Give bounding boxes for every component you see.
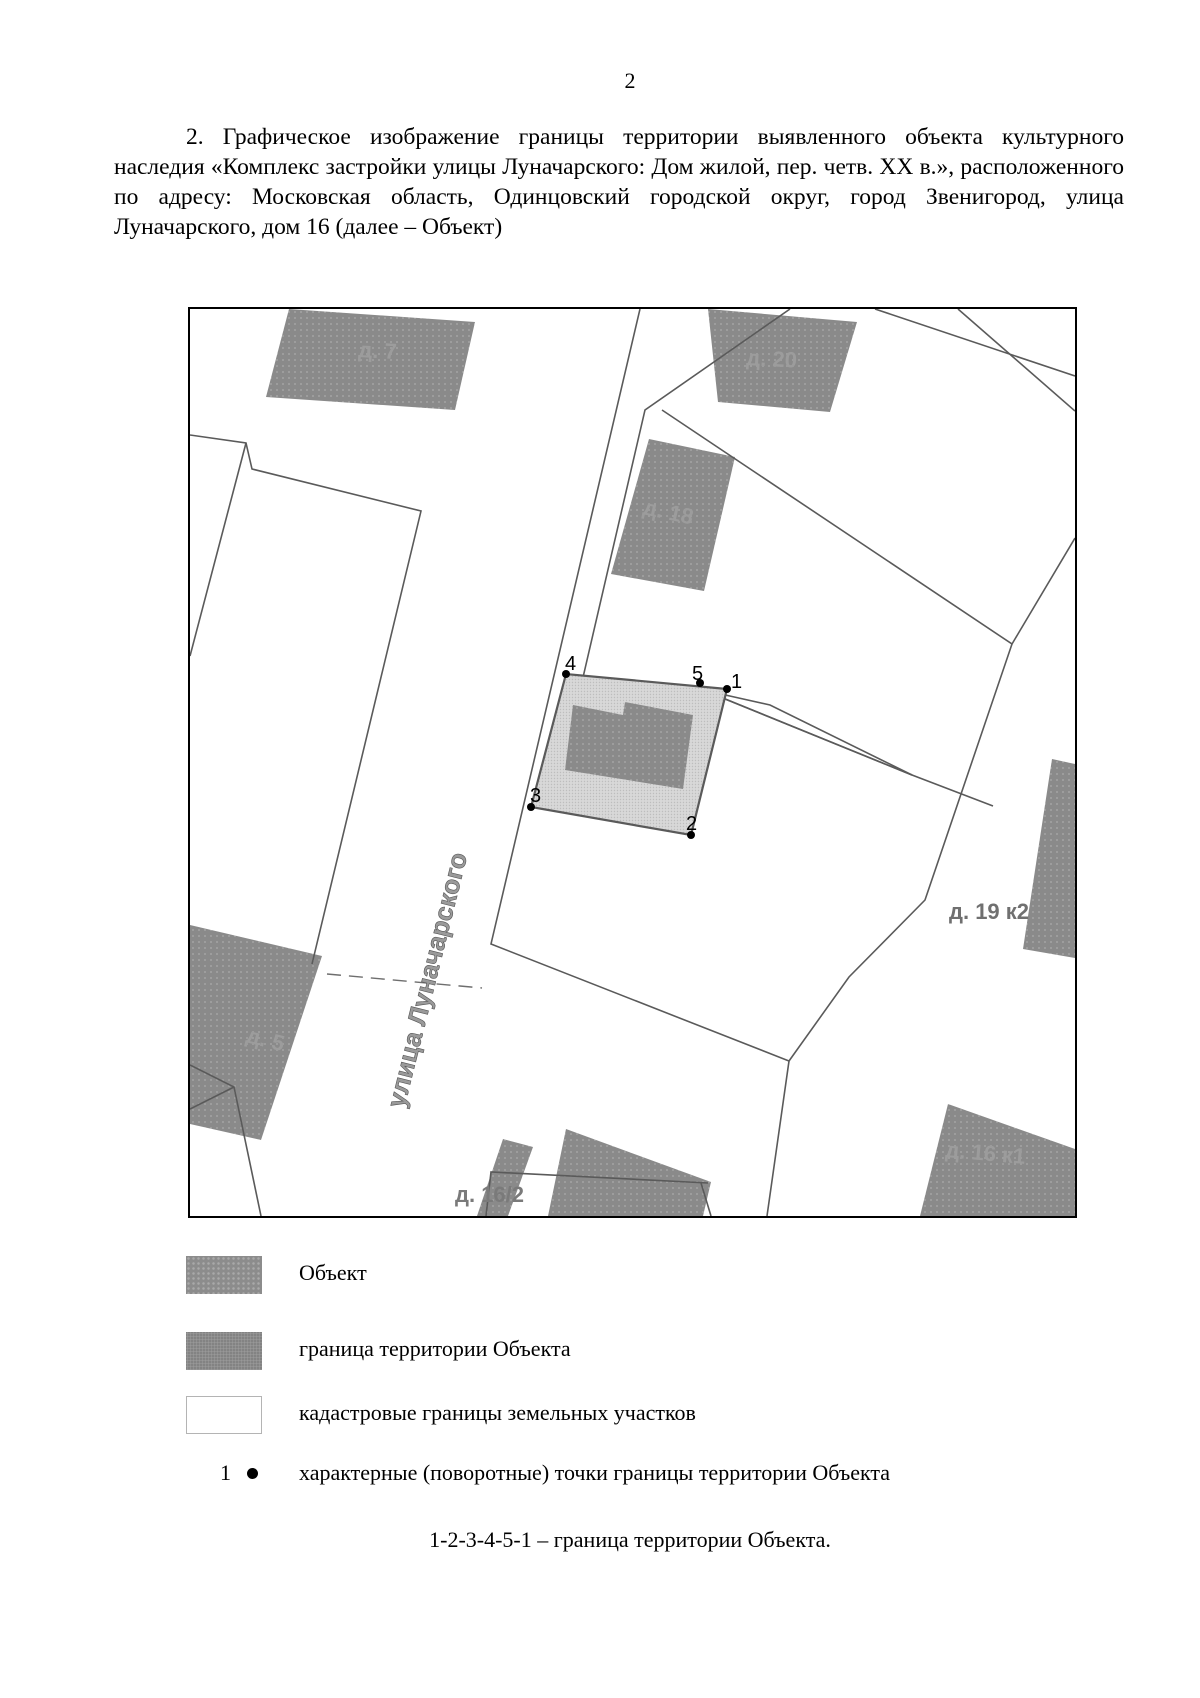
cadastral-line [190,435,421,964]
legend-item-object [186,1256,1186,1300]
cadastral-line [190,443,246,656]
legend-label-points: характерные (поворотные) точки границы территории Объекта [299,1460,891,1485]
legend-item-cadastral [186,1396,1186,1440]
point-label: 1 [731,671,743,693]
point-dot-icon [247,1468,258,1479]
legend-label-territory: граница территории Объекта [299,1336,571,1361]
street-label: улица Луначарского [380,849,474,1111]
point-label: 3 [530,785,542,807]
building-label: д. 7 [357,337,398,365]
page-number: 2 [624,68,636,93]
legend-item-points [220,1460,1120,1492]
street-dashed-line [327,974,482,988]
building-label: д. 16 к1 [944,1137,1027,1169]
cadastral-line [958,309,1075,411]
cadastral-line [875,309,1075,376]
building-label: д. 18 [640,494,696,530]
building-label: д. 19 к2 [949,899,1030,924]
cadastral-line [703,690,912,775]
building-label: д. 5 [243,1022,288,1057]
legend-swatch-territory [186,1332,262,1370]
legend-swatch-object [186,1256,262,1294]
legend-swatch-cadastral [186,1396,262,1434]
legend-item-territory [186,1332,1186,1376]
cadastral-line [1012,538,1075,644]
building-label: д. 20 [745,345,798,373]
legend-label-cadastral: кадастровые границы земельных участков [299,1400,696,1425]
legend-point-number: 1 [220,1460,231,1485]
boundary-note: 1-2-3-4-5-1 – граница территории Объекта. [429,1527,831,1552]
building-d16-right [548,1129,711,1216]
building-label: д. 16/2 [455,1182,525,1207]
map-canvas [190,309,1075,1216]
point-label: 2 [686,813,698,835]
point-marker [723,685,731,693]
map-panel [188,307,1077,1218]
building-d19 [1023,759,1075,958]
point-label: 5 [692,663,704,685]
point-label: 4 [565,653,577,675]
section-heading: 2. Графическое изображение границы территории выявленного объекта культурного наследия «Комплекс застройки улицы Луначарского: Дом жилой, пер. четв. XX в.», расположенного по адресу: Московская область, Одинцовский городской округ, город Звенигород, улица Луначарского, дом 16 (далее – Объект) [114,124,1124,240]
legend-label-object: Объект [299,1260,367,1285]
